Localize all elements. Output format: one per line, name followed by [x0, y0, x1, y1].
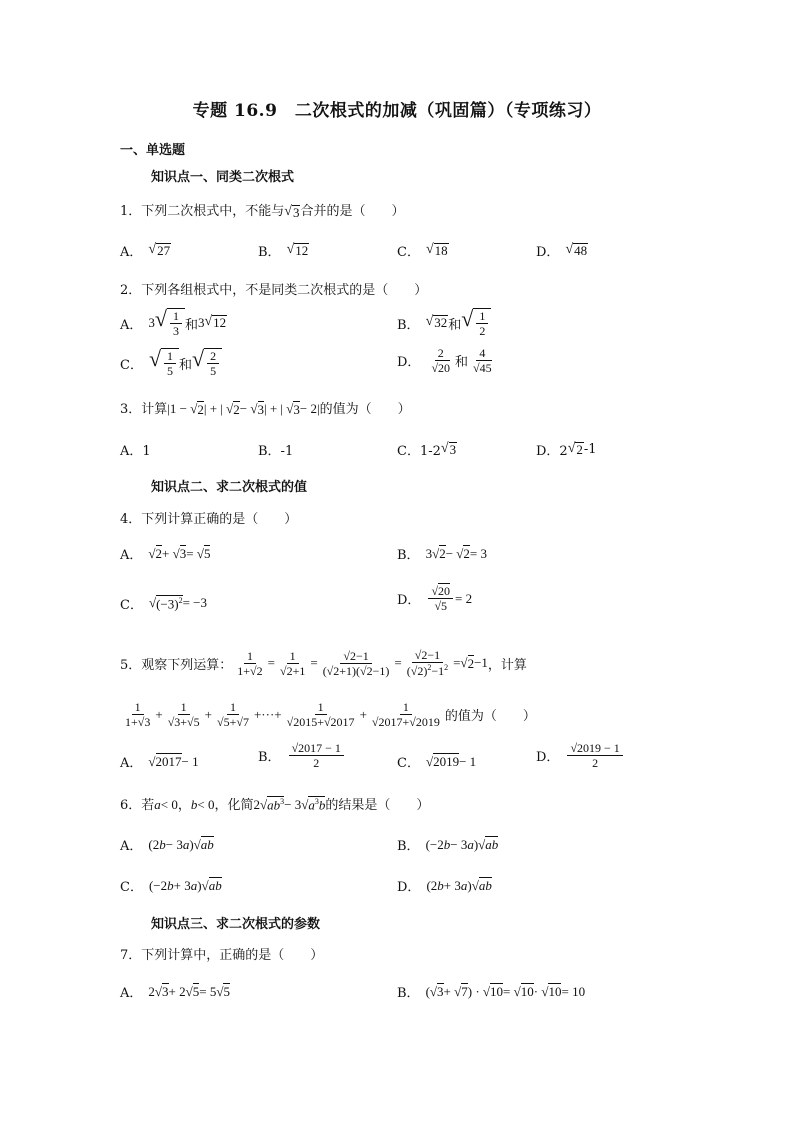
- q2-option-d-label: D．: [397, 355, 421, 371]
- q5-option-c: C． √ 2019 − 1: [397, 753, 477, 771]
- q1-option-d-value: 48: [574, 242, 588, 258]
- q5-option-c-label: C．: [397, 756, 420, 771]
- q5-option-d: D． $\frac{√2019 - 1}{2}$: [536, 741, 625, 771]
- q1-option-d: D． √ 48: [536, 241, 588, 260]
- q1-option-c-label: C．: [397, 245, 420, 260]
- q4-option-d-label: D．: [397, 593, 421, 609]
- q7-option-a-label: A．: [120, 986, 143, 1001]
- q3-option-d-text: D．2: [536, 444, 568, 459]
- q5-option-b: B． $\frac{√2017 - 1}{2}$: [258, 741, 346, 771]
- knowledge-point-1: 知识点一、同类二次根式: [151, 170, 295, 185]
- question-5-line-2: $\frac{1}{1+√3}$ + $\frac{1}{√3+√5}$ + $\frac{1}{√5+√7}$ +···+ $\frac{1}{√2015+√2017}$ + $\frac{1}{√2017+√2019}$ 的值为（ ）: [125, 700, 536, 730]
- question-1-stem-b: 合并的是（ ）: [300, 204, 405, 219]
- q3-option-c: C．1-2 √ 3: [397, 440, 457, 459]
- question-6-stem-d: 的结果是（ ）: [325, 798, 430, 813]
- knowledge-point-3: 知识点三、求二次根式的参数: [151, 917, 321, 932]
- question-6-stem-a: 6．若: [120, 798, 155, 813]
- question-5-stem-c: 的值为（ ）: [444, 709, 536, 725]
- question-1-stem-a: 1．下列二次根式中，不能与: [120, 204, 285, 219]
- q2-option-c: C． √ $\frac{1}{5}$ 和 √ $\frac{2}{5}$: [120, 348, 222, 379]
- q1-option-b-label: B．: [258, 245, 281, 260]
- question-3: 3．计算|1 − √ 2 | + | √ 2 − √ 3 | + | √ 3 − 2|的值为（ ）: [120, 401, 411, 417]
- q3-option-d-tail: -1: [583, 442, 597, 457]
- q2-d-and: 和: [455, 354, 469, 370]
- q6-option-b: B． (−2 b − 3 a )√ ab: [397, 836, 499, 854]
- q4-option-d: D． $\frac{√20}{√5}$ = 2: [397, 584, 473, 614]
- q2-b-and: 和: [448, 316, 462, 332]
- q6-option-c: C． (−2 b + 3 a )√ ab: [120, 877, 222, 895]
- q5-option-a-label: A．: [120, 756, 143, 771]
- q1-option-c-value: 18: [434, 242, 448, 258]
- q6-option-a: A． (2 b − 3 a )√ ab: [120, 836, 214, 854]
- q1-option-c: C． √ 18: [397, 241, 448, 260]
- q3-option-d: D．2 √ 2 -1: [536, 440, 597, 459]
- question-5-line-1: 5．观察下列运算： $\frac{1}{1+√2}$ = $\frac{1}{√2+1}$ = $\frac{√2-1}{(√2+1)(√2-1)}$ = $\frac{√2-1}{(√2)^2-1^2}$ =√ 2 −1 ，计算: [120, 648, 527, 679]
- section-heading: 一、单选题: [120, 143, 186, 158]
- question-1: [120, 200, 404, 221]
- q1-option-a: A． √ 27: [120, 241, 171, 260]
- q1-option-b: B． √ 12: [258, 241, 309, 260]
- q4-option-a-label: A．: [120, 548, 143, 563]
- q4-option-a: A． √ 2 + √ 3 = √ 5: [120, 545, 211, 563]
- q2-option-b: B． √ 32 和 √ $\frac{1}{2}$: [397, 308, 491, 339]
- q6-option-d: D． (2 b + 3 a )√ ab: [397, 877, 492, 895]
- question-3-stem-a: 3．计算: [120, 402, 168, 417]
- q3-option-a-text: A．1: [120, 444, 151, 459]
- question-5-stem-b: ，计算: [487, 657, 527, 673]
- q4-option-c: C． √ $(-3)^2$ = −3: [120, 595, 208, 613]
- q2-option-d: D． $\frac{2}{√20}$ 和 $\frac{4}{√45}$: [397, 346, 492, 376]
- q3-option-a: [120, 440, 151, 459]
- q7-option-b: B． (√ 3 + √ 7 ) · √ 10 = √ 10 · √ 10 = 10: [397, 983, 586, 1001]
- q4-option-c-label: C．: [120, 598, 143, 613]
- q2-option-a: A． 3 √ $\frac{1}{3}$ 和 3 √ 12: [120, 306, 227, 339]
- q1-option-b-value: 12: [295, 242, 309, 258]
- question-7: 7．下列计算中，正确的是（ ）: [120, 948, 324, 963]
- q3-option-b-text: B．-1: [258, 444, 294, 459]
- q3-option-b: [258, 440, 293, 459]
- question-5-stem-a: 5．观察下列运算：: [120, 657, 233, 673]
- q1-option-a-value: 27: [157, 242, 171, 258]
- q1-option-d-label: D．: [536, 245, 560, 260]
- page-title: 专题 16.9 二次根式的加减（巩固篇）（专项练习）: [192, 101, 602, 121]
- question-6: 6．若 a < 0， b < 0，化简2√ $ab^3$ − 3√ $a^3b$ 的结果是（ ）: [120, 797, 430, 813]
- q2-option-b-label: B．: [397, 317, 420, 333]
- q3-option-c-text: C．1-2: [397, 444, 441, 459]
- q5-option-a: A． √ 2017 − 1: [120, 753, 199, 771]
- q2-option-a-label: A．: [120, 317, 143, 333]
- question-4: 4．下列计算正确的是（ ）: [120, 512, 298, 527]
- math-sqrt3: √ 3: [284, 204, 300, 220]
- question-6-stem-c: ，化简: [214, 798, 254, 813]
- q4-option-b-label: B．: [397, 548, 420, 563]
- question-6-stem-b: ，: [177, 798, 191, 813]
- q5-option-d-label: D．: [536, 750, 560, 766]
- q7-option-a: A． 2√ 3 + 2√ 5 = 5√ 5: [120, 983, 230, 1001]
- q2-option-c-label: C．: [120, 357, 143, 373]
- q7-option-b-label: B．: [397, 986, 420, 1001]
- q1-option-a-label: A．: [120, 245, 143, 260]
- knowledge-point-2: 知识点二、求二次根式的值: [151, 480, 308, 495]
- q5-option-b-label: B．: [258, 750, 281, 766]
- q2-c-and: 和: [179, 356, 193, 372]
- question-3-stem-b: 的值为（ ）: [319, 402, 411, 417]
- q6-option-b-label: B．: [397, 839, 420, 854]
- q4-option-b: B． 3√ 2 − √ 2 = 3: [397, 545, 488, 563]
- q6-option-a-label: A．: [120, 839, 143, 854]
- q6-option-d-label: D．: [397, 880, 421, 895]
- q6-option-c-label: C．: [120, 880, 143, 895]
- q2-a-and: 和: [184, 316, 198, 332]
- question-2: 2．下列各组根式中，不是同类二次根式的是（ ）: [120, 283, 428, 298]
